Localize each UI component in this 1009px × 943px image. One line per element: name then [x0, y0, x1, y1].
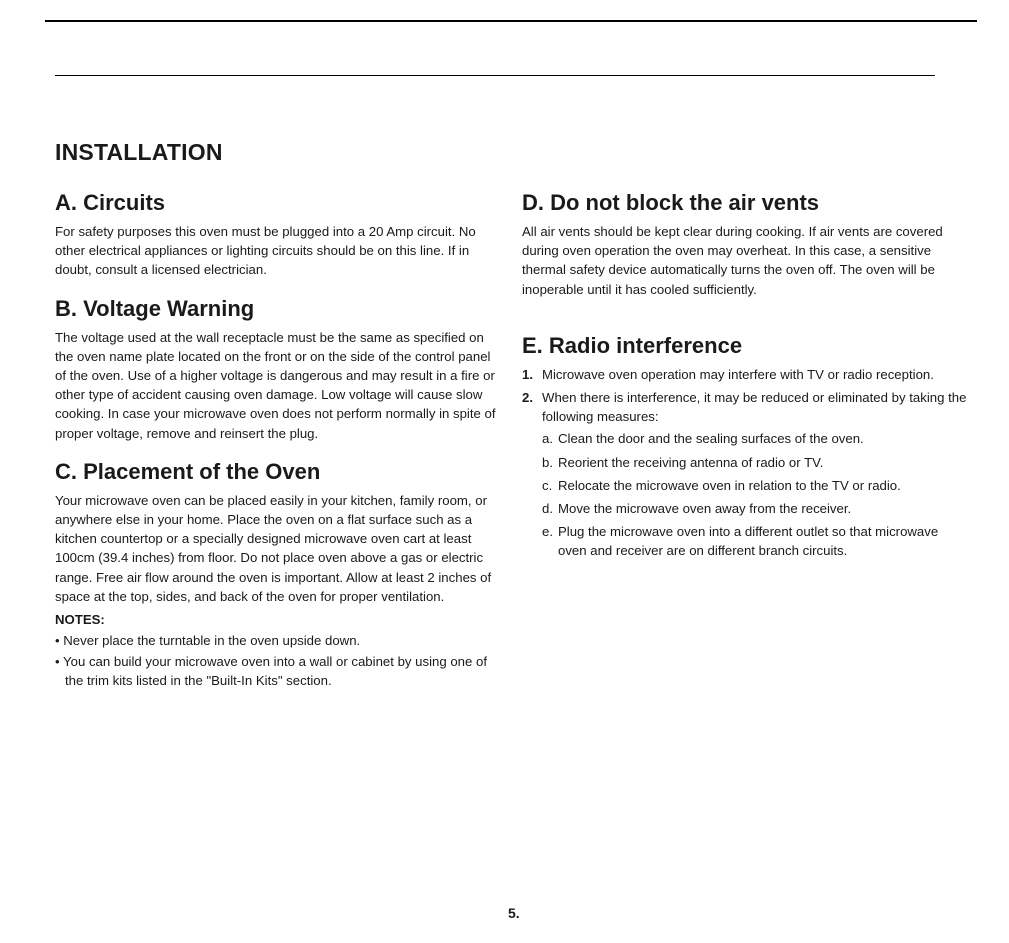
section-radio-interference — [522, 333, 967, 561]
sub-item — [542, 499, 967, 518]
section-body: For safety purposes this oven must be plugged into a 20 Amp circuit. No other electrical appliances or lighting circuits should be on this line. If in doubt, consult a licensed electrician. — [55, 224, 476, 278]
section-voltage-warning — [55, 296, 500, 443]
right-column — [522, 190, 967, 577]
section-body: The voltage used at the wall receptacle must be the same as specified on the oven name plate located on the front or on the side of the control panel of the oven. Use of a higher voltage is dangerous and may result in a fire or other type of accident causing oven damage. Low voltage will cause slow cooking. In case your microwave oven does not perform normally in spite of proper voltage, remove and reinsert the plug. — [55, 329, 496, 441]
list-item — [522, 388, 967, 561]
item-text: When there is interference, it may be reduced or eliminated by taking the following measures: — [542, 390, 967, 425]
section-body: Your microwave oven can be placed easily in your kitchen, family room, or anywhere else in your home. Place the oven on a flat surface such as a kitchen countertop or a specially designed microwave oven cart at least 100cm (39.4 inches) from floor. Do not place oven above a gas or electric range. Free air flow around the oven is important. Allow at least 2 inches of space at the top, sides, and back of the oven for proper ventilation. — [55, 492, 492, 604]
sub-item-text: Plug the microwave oven into a different outlet so that microwave oven and receiver are on different branch circuits. — [558, 524, 939, 559]
section-circuits — [55, 190, 500, 280]
header-rule — [55, 75, 935, 76]
sub-item — [542, 522, 967, 560]
sub-item-letter: b. — [542, 454, 553, 470]
sub-item — [542, 476, 967, 495]
item-number: 1. — [522, 366, 533, 382]
notes-label: NOTES: — [55, 612, 105, 628]
section-air-vents — [522, 190, 967, 299]
sub-item — [542, 429, 967, 448]
list-item — [522, 365, 967, 384]
top-rule — [45, 20, 977, 22]
page-title: INSTALLATION — [55, 139, 223, 165]
section-placement — [55, 459, 500, 691]
note-item: • You can build your microwave oven into a wall or cabinet by using one of the trim kits listed in the "Built-In Kits" section. — [55, 652, 500, 690]
section-heading: D. Do not block the air vents — [522, 190, 820, 215]
sub-item-letter: a. — [542, 431, 553, 447]
sub-item-text: Clean the door and the sealing surfaces of the oven. — [558, 431, 864, 447]
note-item: • Never place the turntable in the oven upside down. — [55, 631, 500, 650]
sub-item-text: Move the microwave oven away from the receiver. — [558, 501, 852, 517]
sub-item-text: Relocate the microwave oven in relation to the TV or radio. — [558, 477, 901, 493]
item-text: Microwave oven operation may interfere with TV or radio reception. — [542, 366, 934, 382]
section-heading: C. Placement of the Oven — [55, 458, 321, 484]
section-heading: A. Circuits — [55, 190, 166, 215]
sub-item-letter: e. — [542, 524, 553, 540]
sub-item-letter: c. — [542, 477, 553, 493]
page-number: 5. — [508, 905, 520, 921]
sub-item-letter: d. — [542, 501, 553, 517]
left-column — [55, 190, 500, 707]
section-heading: B. Voltage Warning — [55, 295, 255, 321]
section-heading: E. Radio interference — [522, 332, 743, 358]
section-body: All air vents should be kept clear during cooking. If air vents are covered during oven operation the oven may overheat. In this case, a sensitive thermal safety device automatically turns the oven off. The oven will be inoperable until it has cooled sufficiently. — [522, 224, 943, 297]
sub-item — [542, 453, 967, 472]
item-number: 2. — [522, 390, 533, 406]
lettered-list — [542, 429, 967, 560]
notes-list — [55, 631, 500, 691]
sub-item-text: Reorient the receiving antenna of radio or TV. — [558, 454, 824, 470]
numbered-list — [522, 365, 967, 561]
